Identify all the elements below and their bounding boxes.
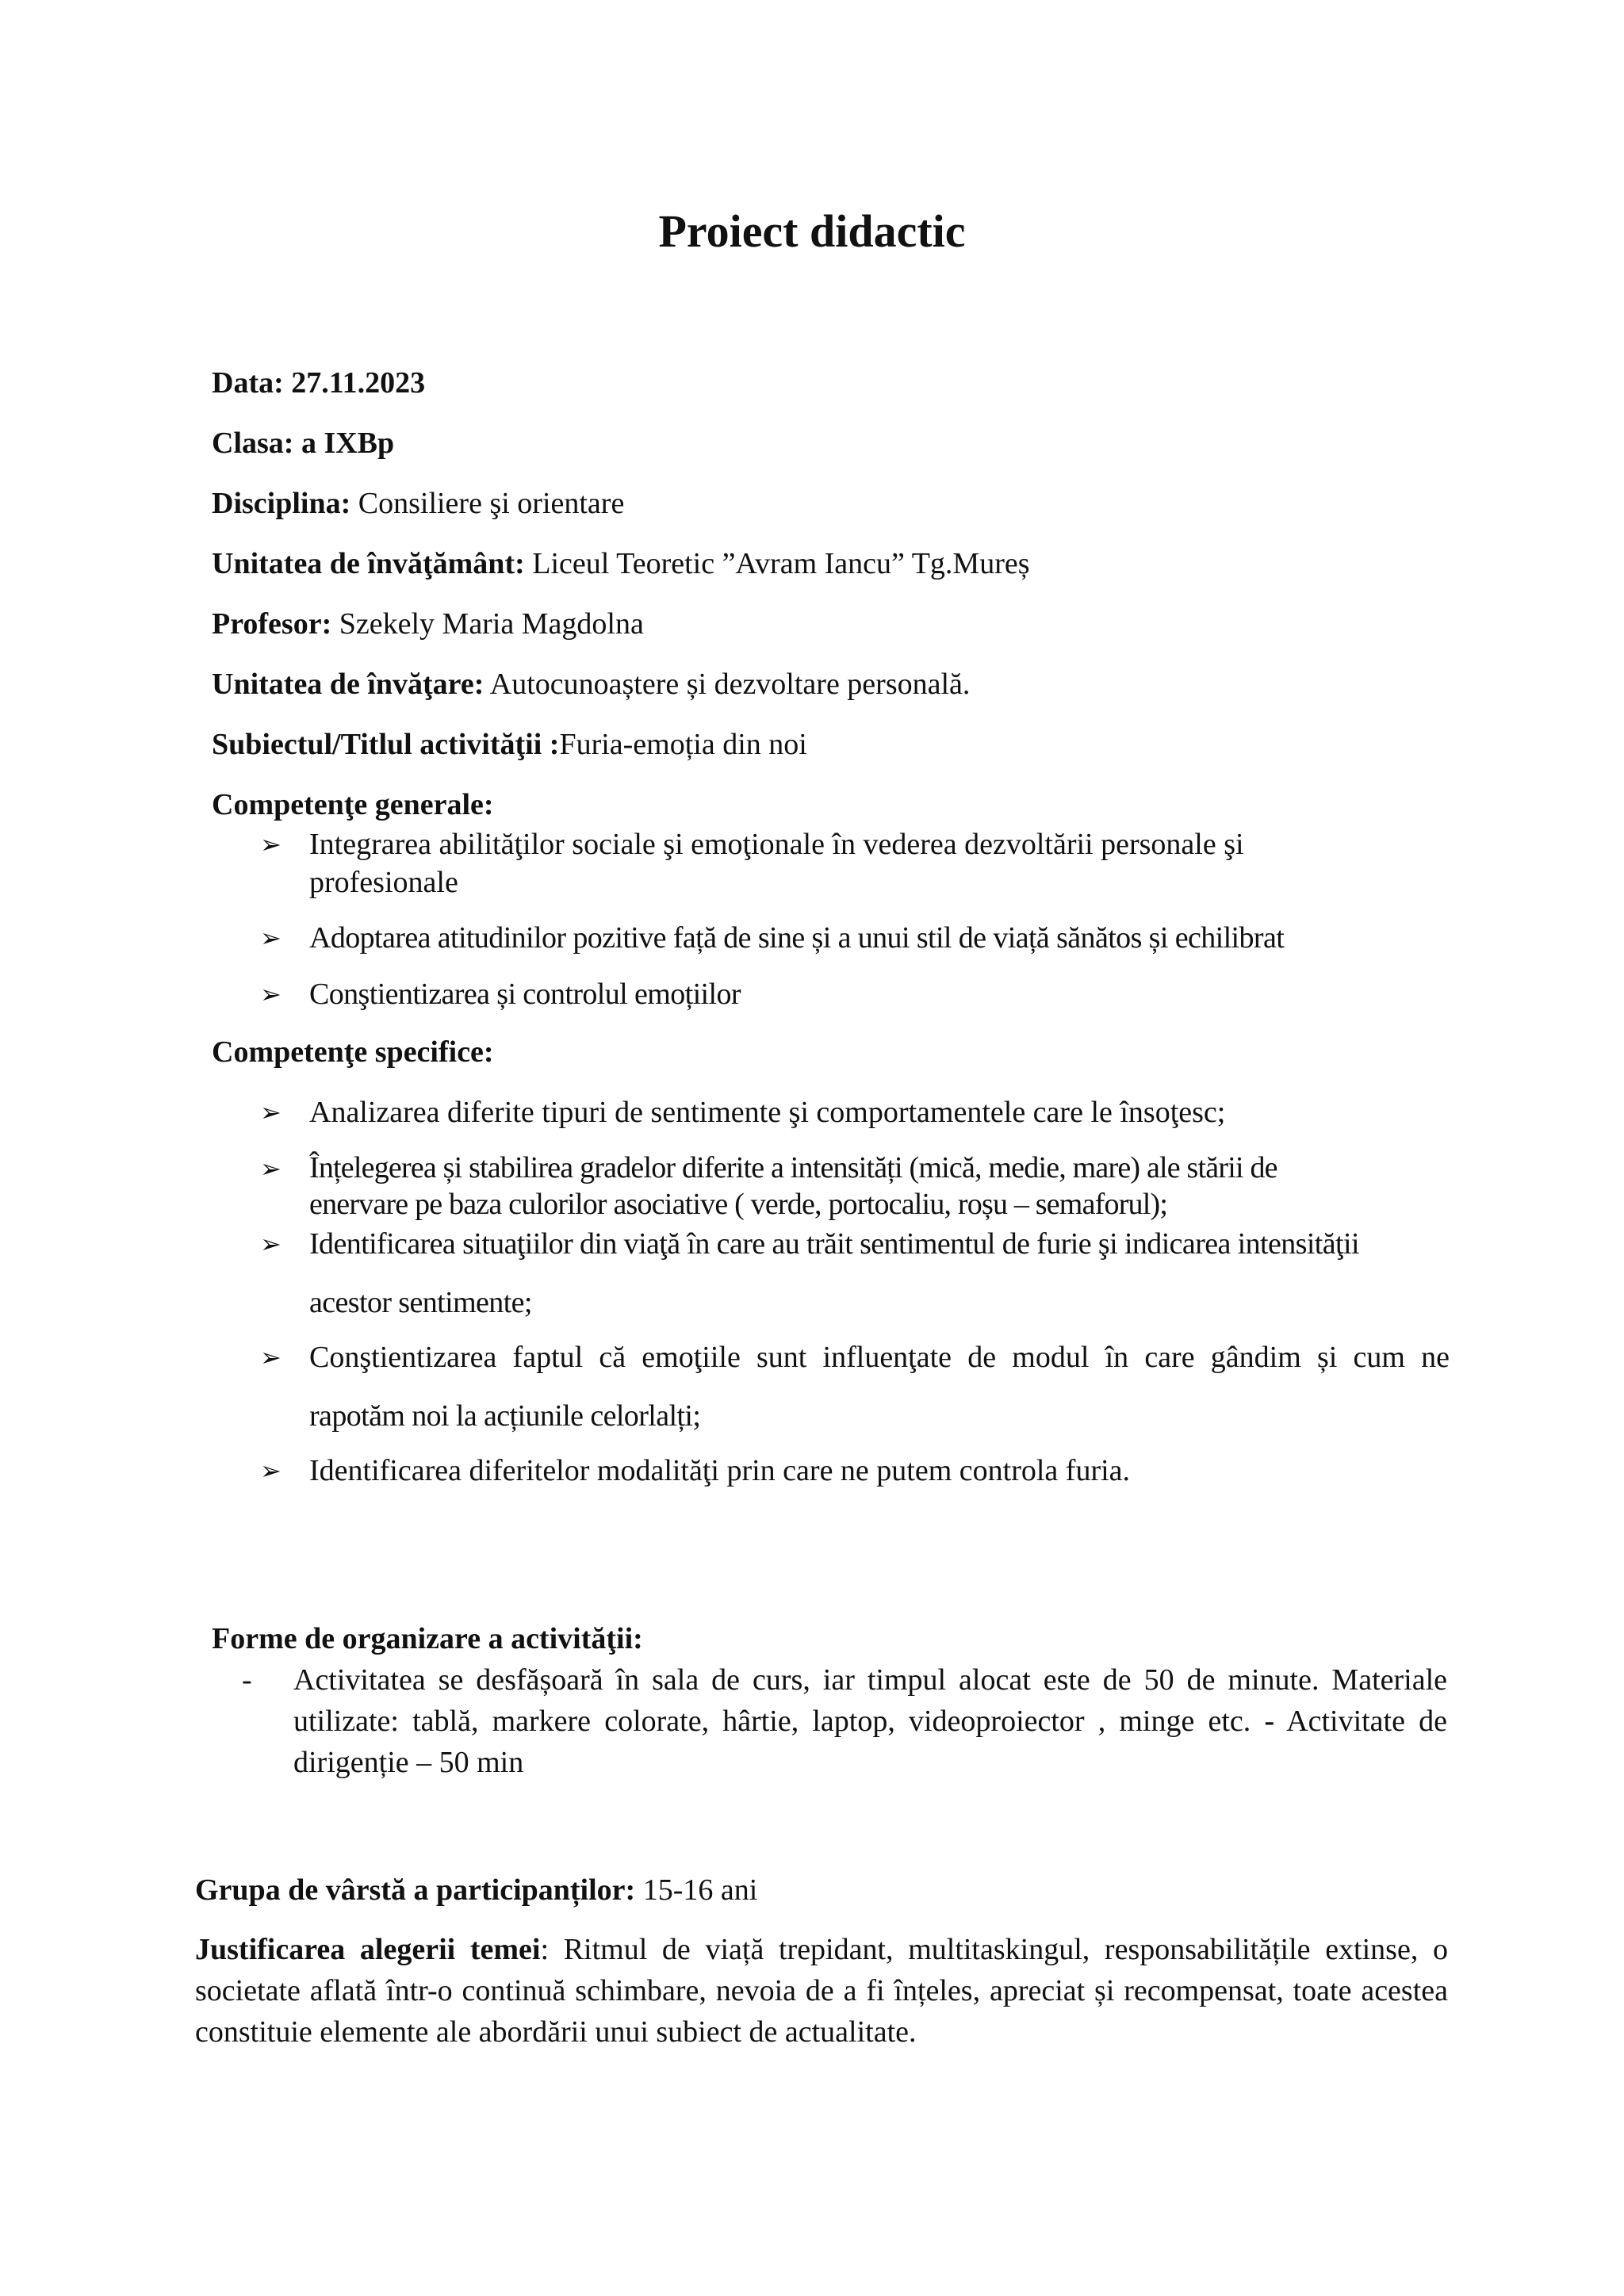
page-title: Proiect didactic <box>658 205 966 257</box>
organization-text-main: Activitatea se desfășoară în sala de curs, iar timpul alocat este de 50 de minute. Materiale utilizate: tablă, markere colorate, hârtie, laptop, videoproiector , minge etc. <box>293 1663 1447 1738</box>
unit-field <box>212 665 970 703</box>
arrow-bullet-icon: ➢ <box>260 979 282 1009</box>
list-item <box>260 919 1450 957</box>
list-item-text: acestor sentimente; <box>309 1286 532 1319</box>
list-item-text: Conştientizarea și controlul emoțiilor <box>309 978 741 1011</box>
general-competences-heading: Competenţe generale: <box>212 788 494 821</box>
arrow-bullet-icon: ➢ <box>260 1154 282 1184</box>
list-item-text: Analizarea diferite tipuri de sentimente şi comportamentele care le însoţesc; <box>309 1096 1226 1129</box>
list-item <box>260 1225 1450 1263</box>
arrow-bullet-icon: ➢ <box>260 1342 282 1372</box>
class-field: Clasa: a IXBp <box>212 427 395 460</box>
school-label: Unitatea de învăţământ: <box>212 547 525 580</box>
teacher-value: Szekely Maria Magdolna <box>331 607 644 641</box>
discipline-field <box>212 484 624 522</box>
list-item-continuation <box>260 1284 1450 1322</box>
list-item <box>260 1452 1450 1490</box>
list-item <box>260 825 1450 901</box>
unit-label: Unitatea de învăţare: <box>212 668 485 701</box>
arrow-bullet-icon: ➢ <box>260 1229 282 1259</box>
teacher-field <box>212 605 644 643</box>
age-group-field <box>195 1871 757 1909</box>
justification-text: : Ritmul de viață trepidant, multitaskingul, responsabilitățile extinse, o societate aflată într-o continuă schimbare, nevoia de a fi înțeles, apreciat și recompensat, toate acestea constituie elemente ale abordării unui subiect de actualitate. <box>195 1933 1448 2049</box>
discipline-label: Disciplina: <box>212 487 351 520</box>
justification-label: Justificarea alegerii temei <box>195 1933 541 1966</box>
dash-bullet: - <box>242 1663 252 1697</box>
list-item <box>260 1150 1450 1223</box>
organization-item <box>242 1659 1447 1783</box>
arrow-bullet-icon: ➢ <box>260 829 282 859</box>
list-item-text: Identificarea situaţiilor din viaţă în care au trăit sentimentul de furie şi indicarea intensităţii <box>309 1227 1359 1261</box>
arrow-bullet-icon: ➢ <box>260 923 282 953</box>
justification-paragraph <box>195 1929 1448 2053</box>
list-item-text: Integrarea abilităţilor sociale şi emoţionale în vederea dezvoltării personale şi profesionale <box>309 828 1244 899</box>
teacher-label: Profesor: <box>212 607 332 641</box>
discipline-value: Consiliere şi orientare <box>350 487 625 520</box>
list-item-text: Conştientizarea faptul că emoţiile sunt influenţate de modul în care gândim și cum ne <box>309 1341 1450 1374</box>
list-item-text: Adoptarea atitudinilor pozitive față de sine și a unui stil de viață sănătos și echilibrat <box>309 921 1285 955</box>
subject-value: Furia-emoția din noi <box>559 728 807 761</box>
date-field: Data: 27.11.2023 <box>212 366 426 400</box>
list-item <box>260 1093 1450 1131</box>
arrow-bullet-icon: ➢ <box>260 1456 282 1486</box>
organization-text-bold: - <box>1264 1705 1275 1738</box>
list-item-text: rapotăm noi la acțiunile celorlalți; <box>309 1399 701 1433</box>
organization-text <box>293 1659 1447 1783</box>
organization-heading: Forme de organizare a activităţii: <box>212 1622 643 1655</box>
arrow-bullet-icon: ➢ <box>260 1097 282 1127</box>
list-item-text: Înțelegerea și stabilirea gradelor diferite a intensități (mică, medie, mare) ale stării de enervare pe baza culorilor asociative ( verde, portocaliu, roșu – semaforul); <box>309 1151 1277 1221</box>
subject-field <box>212 725 807 763</box>
list-item <box>260 1338 1450 1376</box>
list-item-continuation <box>260 1397 1450 1435</box>
specific-competences-heading: Competenţe specifice: <box>212 1035 494 1069</box>
school-field <box>212 545 1030 583</box>
unit-value: Autocunoaștere și dezvoltare personală. <box>484 668 971 701</box>
subject-label: Subiectul/Titlul activităţii : <box>212 728 560 761</box>
school-value: Liceul Teoretic ”Avram Iancu” Tg.Mureș <box>524 547 1030 580</box>
age-group-label: Grupa de vârstă a participanților: <box>195 1873 636 1907</box>
list-item-text: Identificarea diferitelor modalităţi prin care ne putem controla furia. <box>309 1454 1131 1487</box>
organization-text-end: Activitate de dirigenție – 50 min <box>293 1705 1447 1779</box>
age-group-value: 15-16 ani <box>635 1873 758 1907</box>
list-item <box>260 975 1450 1013</box>
